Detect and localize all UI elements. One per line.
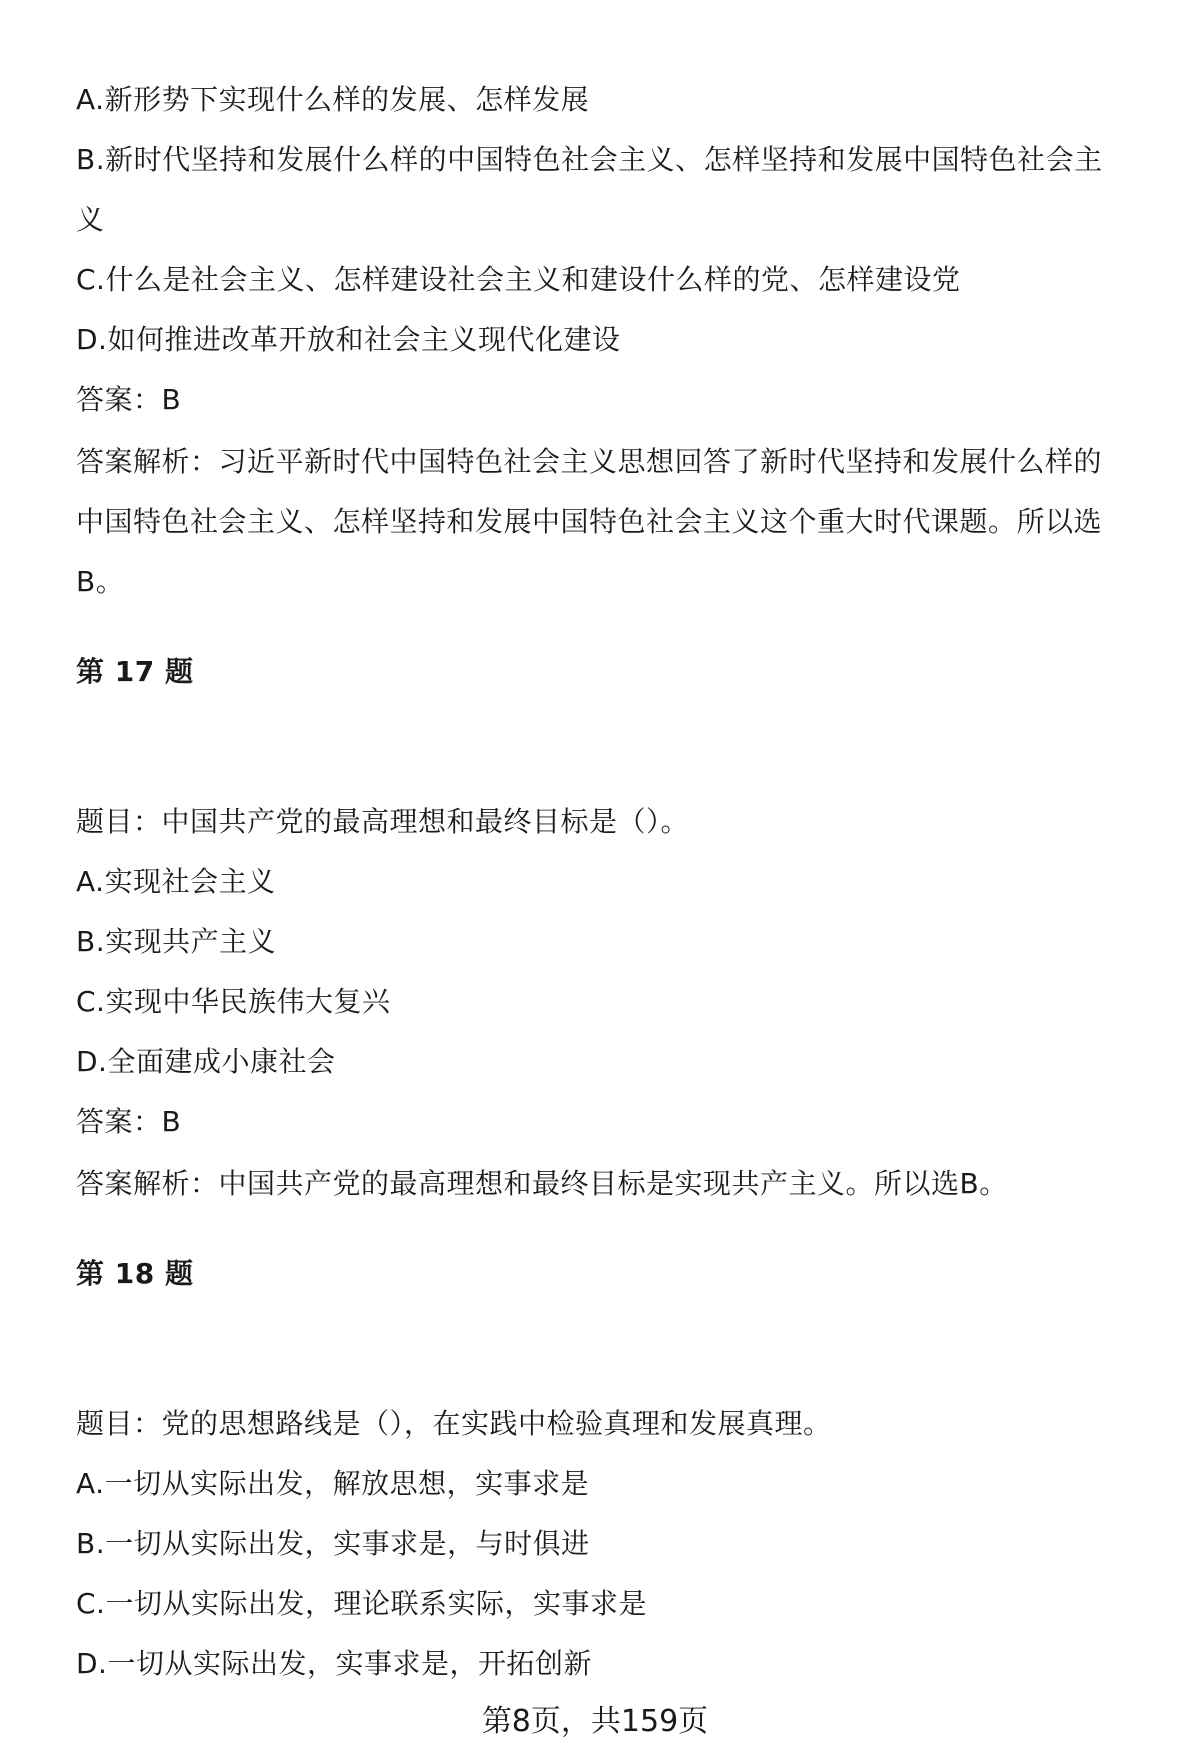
q17-option-b: B.实现共产主义: [76, 925, 277, 958]
q17-heading: 第 17 题: [76, 655, 194, 688]
q16-answer: 答案：B: [76, 383, 182, 416]
q17-question: 题目：中国共产党的最高理想和最终目标是（）。: [76, 805, 690, 838]
q16-analysis-line-1: 答案解析：习近平新时代中国特色社会主义思想回答了新时代坚持和发展什么样的: [76, 445, 1103, 478]
q18-option-c: C.一切从实际出发，理论联系实际，实事求是: [76, 1587, 647, 1620]
q16-option-c: C.什么是社会主义、怎样建设社会主义和建设什么样的党、怎样建设党: [76, 263, 961, 296]
q18-option-b: B.一切从实际出发，实事求是，与时俱进: [76, 1527, 590, 1560]
q16-option-d: D.如何推进改革开放和社会主义现代化建设: [76, 323, 621, 356]
page-number-footer: 第8页，共159页: [481, 1704, 709, 1739]
q17-option-a: A.实现社会主义: [76, 865, 276, 898]
q17-answer: 答案：B: [76, 1105, 182, 1138]
q16-option-b: B.新时代坚持和发展什么样的中国特色社会主义、怎样坚持和发展中国特色社会主: [76, 143, 1103, 176]
q18-question: 题目：党的思想路线是（），在实践中检验真理和发展真理。: [76, 1407, 832, 1440]
q16-option-b-continued: 义: [76, 203, 105, 236]
q17-option-d: D.全面建成小康社会: [76, 1045, 336, 1078]
q16-analysis-line-2: 中国特色社会主义、怎样坚持和发展中国特色社会主义这个重大时代课题。所以选: [76, 505, 1103, 538]
q18-heading: 第 18 题: [76, 1257, 194, 1290]
q17-option-c: C.实现中华民族伟大复兴: [76, 985, 391, 1018]
q17-analysis: 答案解析：中国共产党的最高理想和最终目标是实现共产主义。所以选B。: [76, 1167, 1008, 1200]
q16-option-a: A.新形势下实现什么样的发展、怎样发展: [76, 83, 590, 116]
q18-option-d: D.一切从实际出发，实事求是，开拓创新: [76, 1647, 592, 1680]
q18-option-a: A.一切从实际出发，解放思想，实事求是: [76, 1467, 590, 1500]
q16-analysis-line-3: B。: [76, 565, 125, 598]
document-page: [76, 0, 1176, 1755]
